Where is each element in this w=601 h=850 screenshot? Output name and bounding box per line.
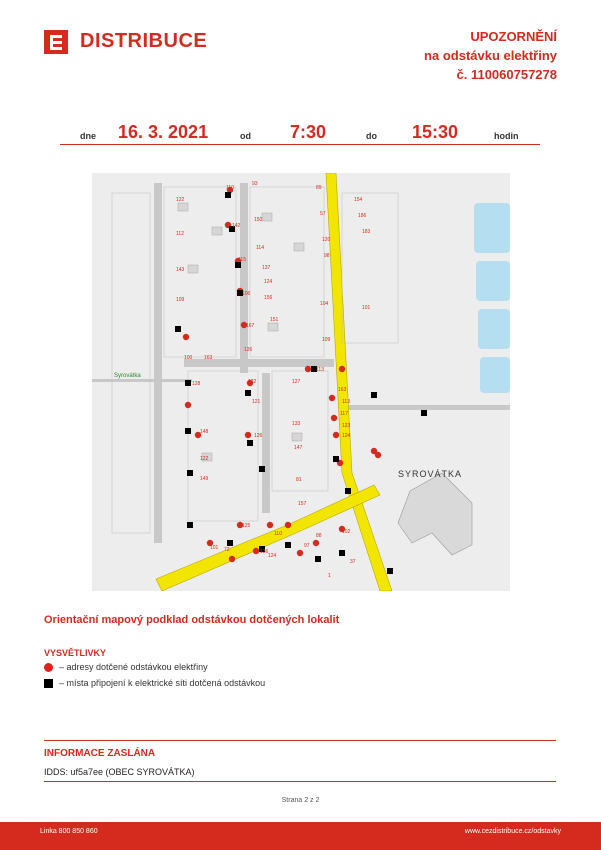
affected-address-dot [297, 550, 303, 556]
connection-point-square [333, 456, 339, 462]
notice-subtitle: na odstávku elektřiny [424, 48, 557, 63]
house-number-label: 37 [350, 559, 356, 565]
black-square-icon [44, 679, 53, 688]
house-number-label: 57 [320, 211, 326, 217]
house-number-label: 100 [184, 355, 193, 361]
footer-bar [0, 822, 601, 850]
connection-point-square [315, 556, 321, 562]
house-number-label: 133 [292, 421, 301, 427]
time-from: 7:30 [290, 122, 327, 142]
house-number-label: 110 [274, 531, 282, 537]
house-number-label: 1 [328, 573, 331, 579]
house-number-label: 117 [340, 411, 348, 417]
house-number-label: 150 [254, 217, 263, 223]
brand-name: DISTRIBUCE [80, 30, 208, 52]
house-number-label: 126 [244, 347, 253, 353]
notice-number: č. 110060757278 [456, 67, 557, 82]
house-number-label: 154 [354, 197, 363, 203]
house-number-label: 124 [264, 279, 273, 285]
house-number-label: 128 [192, 381, 201, 387]
house-number-label: 142 [232, 223, 241, 229]
house-number-label: 98 [324, 253, 330, 259]
house-number-label: 114 [256, 245, 264, 251]
dne-label: dne [80, 131, 97, 141]
affected-address-dot [285, 522, 291, 528]
house-number-label: 163 [204, 355, 213, 361]
affected-address-dot [305, 366, 311, 372]
place-label: SYROVÁTKA [398, 469, 463, 479]
connection-point-square [247, 440, 253, 446]
legend-red-text: – adresy dotčené odstávkou elektřiny [59, 662, 208, 672]
house-number-label: 156 [264, 295, 273, 301]
house-number-label: 136 [260, 549, 269, 555]
house-number-label: 147 [294, 445, 303, 451]
house-number-label: 101 [210, 545, 219, 551]
house-number-label: 109 [322, 337, 331, 343]
house-number-label: 157 [298, 501, 307, 507]
connection-point-square [345, 488, 351, 494]
house-number-label: 106 [242, 291, 251, 297]
house-number-label: 113 [342, 399, 350, 405]
house-number-label: 122 [248, 379, 257, 385]
house-number-label: 125 [242, 523, 251, 529]
house-number-label: 112 [176, 231, 184, 237]
connection-point-square [387, 568, 393, 574]
connection-point-square [259, 466, 265, 472]
affected-address-dot [313, 540, 319, 546]
connection-point-square [187, 522, 193, 528]
house-number-label: 89 [316, 185, 322, 191]
connection-point-square [421, 410, 427, 416]
red-dot-icon [44, 663, 53, 672]
divider [44, 781, 556, 782]
house-number-label: 167 [246, 323, 255, 329]
house-number-label: 97 [304, 543, 310, 549]
house-number-label: 122 [176, 197, 185, 203]
legend-black-text: – místa připojení k elektrické síti dotčená odstávkou [59, 678, 266, 688]
connection-point-square [175, 326, 181, 332]
house-number-label: 72 [224, 547, 230, 553]
time-to: 15:30 [412, 122, 459, 142]
connection-point-square [185, 428, 191, 434]
house-number-label: 93 [252, 181, 258, 187]
house-number-label: 126 [254, 433, 263, 439]
affected-address-dot [339, 366, 345, 372]
notice-title: UPOZORNĚNÍ [470, 29, 557, 44]
outage-date: 16. 3. 2021 [118, 122, 209, 142]
house-number-label: 110 [226, 185, 234, 191]
connection-point-square [225, 192, 231, 198]
map-caption: Orientační mapový podklad odstávkou dotčených lokalit [44, 614, 340, 626]
road-label: Syrovátka [114, 373, 141, 379]
house-number-label: 149 [200, 476, 209, 482]
house-number-label: 137 [262, 265, 271, 271]
info-title: INFORMACE ZASLÁNA [44, 748, 156, 759]
footer-web: www.cezdistribuce.cz/odstavky [464, 828, 561, 835]
connection-point-square [227, 540, 233, 546]
footer-phone: Linka 800 850 860 [40, 828, 98, 835]
connection-point-square [285, 542, 291, 548]
affected-address-dot [185, 402, 191, 408]
divider [44, 740, 556, 741]
affected-address-dot [331, 415, 337, 421]
house-number-label: 81 [296, 477, 302, 483]
affected-address-dot [333, 432, 339, 438]
do-label: do [366, 131, 377, 141]
connection-point-square [371, 392, 377, 398]
legend-red [44, 662, 208, 672]
affected-address-dot [375, 452, 381, 458]
affected-address-dot [229, 556, 235, 562]
od-label: od [240, 131, 251, 141]
house-number-label: 113 [316, 367, 324, 373]
house-number-label: 102 [342, 529, 351, 535]
house-number-label: 122 [200, 456, 209, 462]
house-number-label: 88 [316, 533, 322, 539]
affected-address-dot [245, 432, 251, 438]
affected-address-dot [329, 395, 335, 401]
house-number-label: 109 [176, 297, 185, 303]
house-number-label: 104 [320, 301, 329, 307]
house-number-label: 151 [270, 317, 279, 323]
outage-map [92, 173, 510, 591]
house-number-label: 124 [268, 553, 277, 559]
house-number-label: 183 [362, 229, 371, 235]
legend-title: VYSVĚTLIVKY [44, 648, 107, 658]
connection-point-square [187, 470, 193, 476]
house-number-label: 127 [292, 379, 301, 385]
connection-point-square [185, 380, 191, 386]
affected-address-dot [253, 548, 259, 554]
house-number-label: 143 [176, 267, 185, 273]
house-number-label: 120 [322, 237, 331, 243]
house-number-label: 121 [252, 399, 261, 405]
connection-point-square [339, 550, 345, 556]
house-number-label: 186 [358, 213, 367, 219]
house-number-label: 115 [238, 257, 246, 263]
house-number-label: 124 [342, 433, 351, 439]
idds-text: IDDS: uf5a7ee (OBEC SYROVÁTKA) [44, 767, 195, 777]
connection-point-square [245, 390, 251, 396]
affected-address-dot [267, 522, 273, 528]
affected-address-dot [183, 334, 189, 340]
house-number-label: 123 [342, 423, 351, 429]
page-number: Strana 2 z 2 [281, 797, 320, 804]
house-number-label: 101 [362, 305, 371, 311]
house-number-label: 163 [338, 387, 347, 393]
hodin-label: hodin [494, 131, 519, 141]
house-number-label: 148 [200, 429, 209, 435]
cez-logo-icon [44, 30, 68, 54]
legend-black [44, 678, 265, 688]
